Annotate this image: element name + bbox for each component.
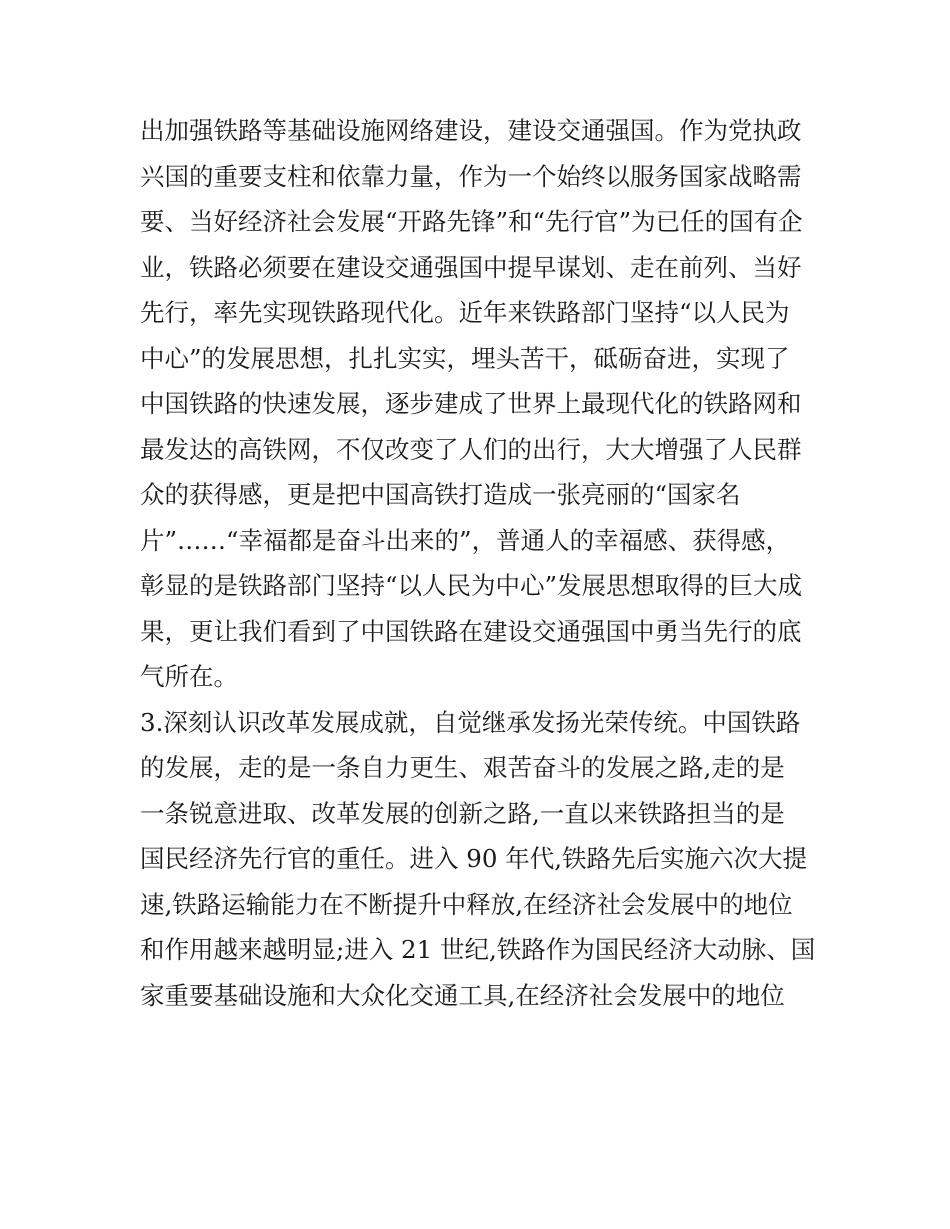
text-line: 一条锐意进取、改革发展的创新之路,一直以来铁路担当的是 (140, 798, 785, 828)
text-line: 气所在。 (140, 662, 238, 691)
text-line: 国民经济先行官的重任。进入 90 年代,铁路先后实施六次大提 (140, 844, 808, 873)
text-line: 家重要基础设施和大众化交通工具,在经济社会发展中的地位 (140, 980, 785, 1010)
text-line: 果，更让我们看到了中国铁路在建设交通强国中勇当先行的底 (140, 616, 802, 646)
text-line: 彰显的是铁路部门坚持“以人民为中心”发展思想取得的巨大成 (140, 571, 803, 600)
text-line: 的发展，走的是一条自力更生、艰苦奋斗的发展之路,走的是 (140, 753, 785, 782)
text-line: 速,铁路运输能力在不断提升中释放,在经济社会发展中的地位 (140, 889, 793, 919)
body-text (140, 108, 820, 1018)
text-line: 3.深刻认识改革发展成就，自觉继承发扬光荣传统。中国铁路 (140, 707, 801, 737)
text-line: 业，铁路必须要在建设交通强国中提早谋划、走在前列、当好 (140, 252, 802, 282)
text-line: 中心”的发展思想，扎扎实实，埋头苦干，砥砺奋进，实现了 (140, 343, 790, 373)
text-line: 兴国的重要支柱和依靠力量，作为一个始终以服务国家战略需 (140, 161, 802, 191)
text-line: 中国铁路的快速发展，逐步建成了世界上最现代化的铁路网和 (140, 389, 802, 418)
text-line: 最发达的高铁网，不仅改变了人们的出行，大大增强了人民群 (140, 434, 802, 464)
text-line: 和作用越来越明显;进入 21 世纪,铁路作为国民经济大动脉、国 (140, 935, 816, 964)
text-line: 先行，率先实现铁路现代化。近年来铁路部门坚持“以人民为 (140, 298, 790, 327)
text-line: 出加强铁路等基础设施网络建设，建设交通强国。作为党执政 (140, 116, 802, 145)
text-line: 要、当好经济社会发展“开路先锋”和“先行官”为已任的国有企 (140, 207, 803, 236)
text-line: 众的获得感，更是把中国高铁打造成一张亮丽的“国家名 (140, 480, 741, 509)
text-line: 片”……“幸福都是奋斗出来的”，普通人的幸福感、获得感， (140, 525, 791, 555)
